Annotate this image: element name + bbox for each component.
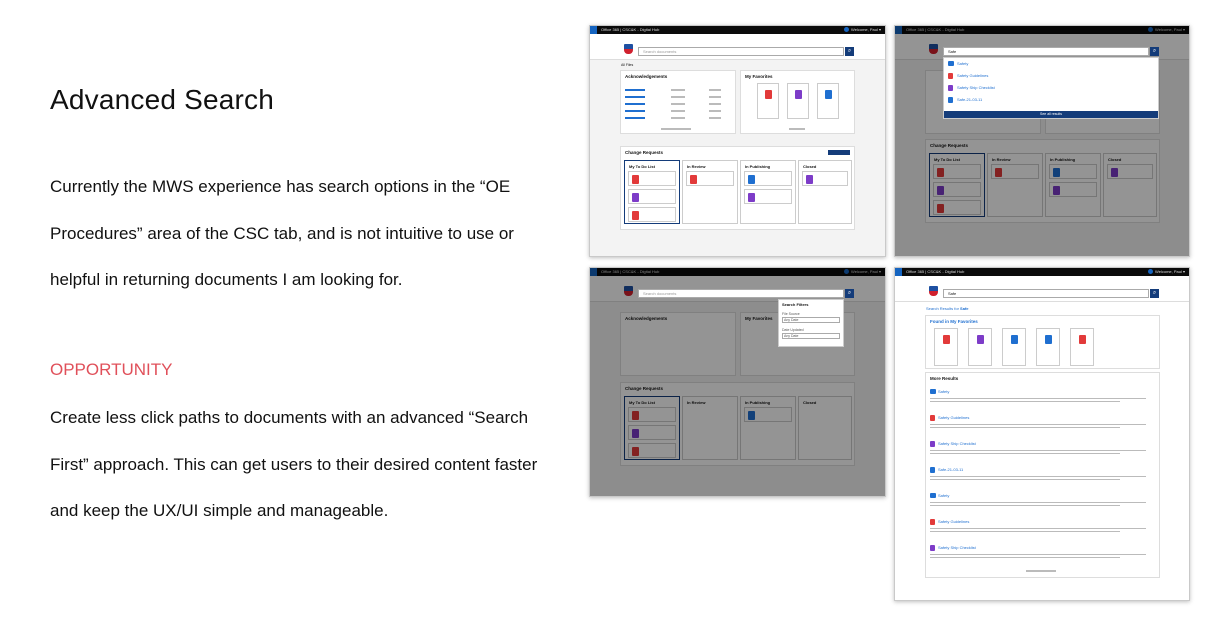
result-title[interactable]: Safe-21-03-11 xyxy=(938,467,964,472)
pdf-icon xyxy=(930,519,935,525)
doc-icon xyxy=(930,545,935,551)
opportunity-line: First” approach. This can get users to their desired content faster xyxy=(50,454,538,474)
slide-title: Advanced Search xyxy=(50,84,275,115)
intro-line: Currently the MWS experience has search options in the “OE xyxy=(50,177,511,196)
closed-column: Closed xyxy=(798,160,852,224)
date-updated-select[interactable]: Any Date xyxy=(782,333,840,339)
change-requests-title: Change Requests xyxy=(625,386,664,391)
favorite-card[interactable] xyxy=(757,83,779,119)
filters-title: Search Filters xyxy=(782,302,809,307)
search-icon[interactable]: ⌕ xyxy=(845,289,854,298)
results-heading: Search Results for Safe xyxy=(926,306,969,311)
suggestion-item[interactable]: Safety xyxy=(957,61,969,66)
more-results-panel xyxy=(925,372,1160,578)
user-menu[interactable]: Welcome, Paul ▾ xyxy=(844,27,881,32)
search-icon[interactable]: ⌕ xyxy=(1150,289,1159,298)
favorites-panel xyxy=(740,70,855,134)
doc-icon xyxy=(930,441,935,447)
see-all-results-button[interactable]: See all results xyxy=(944,111,1158,118)
intro-paragraph xyxy=(50,164,570,304)
new-request-button[interactable] xyxy=(828,150,850,155)
pdf-icon xyxy=(948,73,953,79)
doc-icon xyxy=(948,97,953,103)
search-input[interactable]: Search documents xyxy=(638,47,844,56)
screenshot-search-filters: Office 365 | CSC&K - Digital Hub Welcome, Paul ▾ Acknowledgements My Favorites Change Requests My To Do List In Review In Publishing Closed Search documents ⌕ Search Filters File Source Any Date Date Updated Any Date xyxy=(589,267,886,497)
favorite-card[interactable] xyxy=(968,328,992,366)
folder-icon xyxy=(930,389,936,394)
result-title[interactable]: Safety Guidelines xyxy=(938,415,970,420)
favorites-title: My Favorites xyxy=(745,74,773,79)
in-review-column: In Review xyxy=(682,160,738,224)
filter-label: Date Updated xyxy=(782,328,804,332)
screenshot-search-results xyxy=(894,267,1190,601)
user-menu[interactable]: Welcome, Paul ▾ xyxy=(1148,269,1185,274)
favorites-title: My Favorites xyxy=(745,316,773,321)
app-topbar xyxy=(590,26,885,34)
favorite-card[interactable] xyxy=(1002,328,1026,366)
search-input[interactable]: Safe xyxy=(943,289,1149,298)
more-results-title: More Results xyxy=(930,376,959,381)
doc-icon xyxy=(948,85,953,91)
result-title[interactable]: Safety xyxy=(938,389,950,394)
favorite-card[interactable] xyxy=(817,83,839,119)
app-header xyxy=(590,34,885,60)
suggestion-item[interactable]: Safety Ship Checklist xyxy=(957,85,995,90)
app-title: Office 365 | CSC&K - Digital Hub xyxy=(906,27,965,32)
acknowledgements-panel xyxy=(620,70,736,134)
todo-column: My To Do List xyxy=(624,160,680,224)
app-title: Office 365 | CSC&K - Digital Hub xyxy=(601,269,660,274)
opportunity-heading: OPPORTUNITY xyxy=(50,360,173,379)
filter-label: File Source xyxy=(782,312,800,316)
search-input[interactable]: Safe xyxy=(943,47,1149,56)
acknowledgements-title: Acknowledgements xyxy=(625,74,668,79)
favorite-card[interactable] xyxy=(934,328,958,366)
change-requests-panel xyxy=(620,146,855,230)
app-title: Office 365 | CSC&K - Digital Hub xyxy=(601,27,660,32)
user-menu[interactable]: Welcome, Paul ▾ xyxy=(844,269,881,274)
in-publishing-column: In Publishing xyxy=(740,160,796,224)
suggestion-item[interactable]: Safety Guidelines xyxy=(957,73,989,78)
found-in-favorites-panel xyxy=(925,315,1160,369)
result-title[interactable]: Safety Ship Checklist xyxy=(938,441,976,446)
favorite-card[interactable] xyxy=(1070,328,1094,366)
all-files-link[interactable]: All Files xyxy=(621,63,634,67)
app-title: Office 365 | CSC&K - Digital Hub xyxy=(906,269,965,274)
search-suggestions xyxy=(943,57,1159,119)
search-filters-dropdown xyxy=(778,299,844,347)
chevron-logo-icon xyxy=(624,44,633,54)
chevron-logo-icon xyxy=(929,286,938,296)
change-requests-title: Change Requests xyxy=(930,143,969,148)
acknowledgements-title: Acknowledgements xyxy=(625,316,668,321)
change-requests-title: Change Requests xyxy=(625,150,664,155)
folder-icon xyxy=(930,493,936,498)
result-title[interactable]: Safety xyxy=(938,493,950,498)
search-icon[interactable]: ⌕ xyxy=(845,47,854,56)
screenshot-search-dropdown: Office 365 | CSC&K - Digital Hub Welcome, Paul ▾ Change Requests My To Do List In Review In Publishing Closed Safe ⌕ Safety Safety Guidelines Safety Ship Checklist Safe-21-03-11 See all results xyxy=(894,25,1190,257)
search-icon[interactable]: ⌕ xyxy=(1150,47,1159,56)
favorite-card[interactable] xyxy=(1036,328,1060,366)
opportunity-line: Create less click paths to documents with an advanced “Search xyxy=(50,408,529,427)
user-menu[interactable]: Welcome, Paul ▾ xyxy=(1148,27,1185,32)
opportunity-line: and keep the UX/UI simple and manageable. xyxy=(50,501,389,520)
favorite-card[interactable] xyxy=(787,83,809,119)
opportunity-paragraph xyxy=(50,395,570,535)
intro-line: helpful in returning documents I am looking for. xyxy=(50,270,403,289)
found-in-favorites-title: Found in My Favorites xyxy=(930,319,978,324)
suggestion-item[interactable]: Safe-21-03-11 xyxy=(957,97,983,102)
pdf-icon xyxy=(930,415,935,421)
folder-icon xyxy=(948,61,954,66)
search-input[interactable]: Search documents xyxy=(638,289,844,298)
screenshot-dashboard xyxy=(589,25,886,257)
result-title[interactable]: Safety Ship Checklist xyxy=(938,545,976,550)
file-source-select[interactable]: Any Date xyxy=(782,317,840,323)
doc-icon xyxy=(930,467,935,473)
result-title[interactable]: Safety Guidelines xyxy=(938,519,970,524)
pagination[interactable] xyxy=(1026,570,1056,572)
intro-line: Procedures” area of the CSC tab, and is not intuitive to use or xyxy=(50,223,514,243)
